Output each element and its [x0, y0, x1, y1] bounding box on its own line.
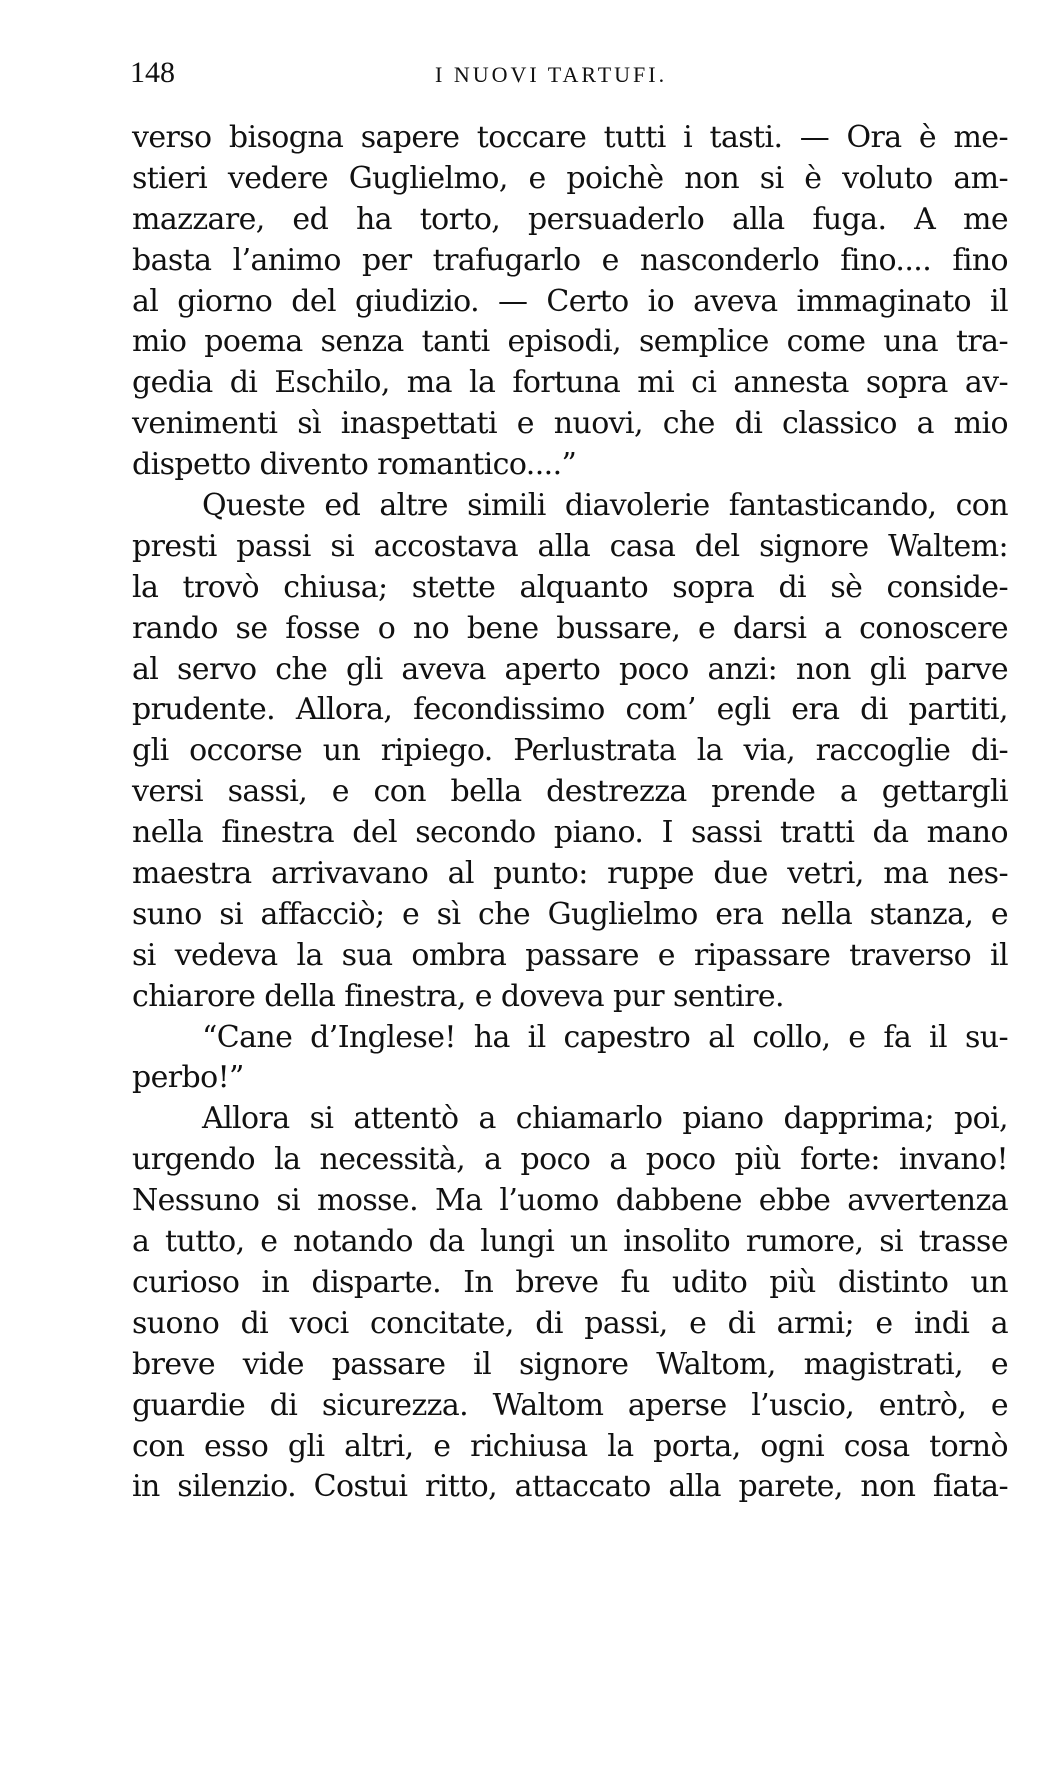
text-line: al giorno del giudizio. — Certo io aveva immaginato il — [132, 283, 1008, 319]
text-line: nella finestra del secondo piano. I sassi tratti da mano — [132, 815, 1008, 851]
text-line: prudente. Allora, fecondissimo com’ egli era di partiti, — [132, 692, 1008, 728]
text-line: versi sassi, e con bella destrezza prende a gettargli — [132, 774, 1008, 810]
text-line: gli occorse un ripiego. Perlustrata la via, raccoglie di- — [132, 733, 1008, 769]
text-line: suono di voci concitate, di passi, e di armi; e indi a — [132, 1305, 1008, 1341]
text-line: con esso gli altri, e richiusa la porta, ogni cosa tornò — [132, 1428, 1008, 1464]
text-line: urgendo la necessità, a poco a poco più forte: invano! — [132, 1142, 1008, 1178]
text-line: in silenzio. Costui ritto, attaccato alla parete, non fiata- — [132, 1469, 1008, 1505]
text-line: suno si affacciò; e sì che Guglielmo era nella stanza, e — [132, 896, 1008, 932]
text-line: perbo!” — [132, 1060, 244, 1096]
text-line: Allora si attentò a chiamarlo piano dapprima; poi, — [202, 1101, 1008, 1137]
text-line: gedia di Eschilo, ma la fortuna mi ci annesta sopra av- — [132, 365, 1008, 401]
text-line: Queste ed altre simili diavolerie fantasticando, con — [202, 488, 1008, 524]
text-line: verso bisogna sapere toccare tutti i tasti. — Ora è me- — [132, 120, 1008, 155]
text-line: al servo che gli aveva aperto poco anzi: non gli parve — [132, 651, 1008, 687]
text-line: basta l’animo per trafugarlo e nasconderlo fino.... fino — [132, 242, 1008, 278]
text-line: “Cane d’Inglese! ha il capestro al collo, e fa il su- — [202, 1019, 1008, 1055]
text-line: guardie di sicurezza. Waltom aperse l’uscio, entrò, e — [132, 1387, 1008, 1423]
page-body — [132, 118, 1008, 1508]
text-line: rando se fosse o no bene bussare, e darsi a conoscere — [132, 610, 1008, 646]
text-line: venimenti sì inaspettati e nuovi, che di classico a mio — [132, 406, 1008, 442]
text-line: chiarore della finestra, e doveva pur sentire. — [132, 978, 784, 1014]
text-line: la trovò chiusa; stette alquanto sopra di sè conside- — [132, 569, 1008, 605]
text-line: breve vide passare il signore Waltom, magistrati, e — [132, 1346, 1008, 1382]
text-line: stieri vedere Guglielmo, e poichè non si è voluto am- — [132, 160, 1008, 196]
text-line: presti passi si accostava alla casa del signore Waltem: — [132, 528, 1008, 564]
text-line: si vedeva la sua ombra passare e ripassare traverso il — [132, 937, 1008, 973]
text-line: mazzare, ed ha torto, persuaderlo alla fuga. A me — [132, 201, 1008, 237]
text-line: dispetto divento romantico....” — [132, 447, 577, 483]
text-line: mio poema senza tanti episodi, semplice come una tra- — [132, 324, 1008, 360]
page-number: 148 — [130, 56, 175, 89]
text-line: maestra arrivavano al punto: ruppe due vetri, ma nes- — [132, 856, 1008, 892]
text-line: a tutto, e notando da lungi un insolito rumore, si trasse — [132, 1224, 1008, 1260]
text-line: Nessuno si mosse. Ma l’uomo dabbene ebbe avvertenza — [132, 1183, 1008, 1219]
page-header — [130, 56, 1010, 100]
text-line: curioso in disparte. In breve fu udito più distinto un — [132, 1264, 1008, 1300]
running-head: I NUOVI TARTUFI. — [435, 62, 668, 87]
